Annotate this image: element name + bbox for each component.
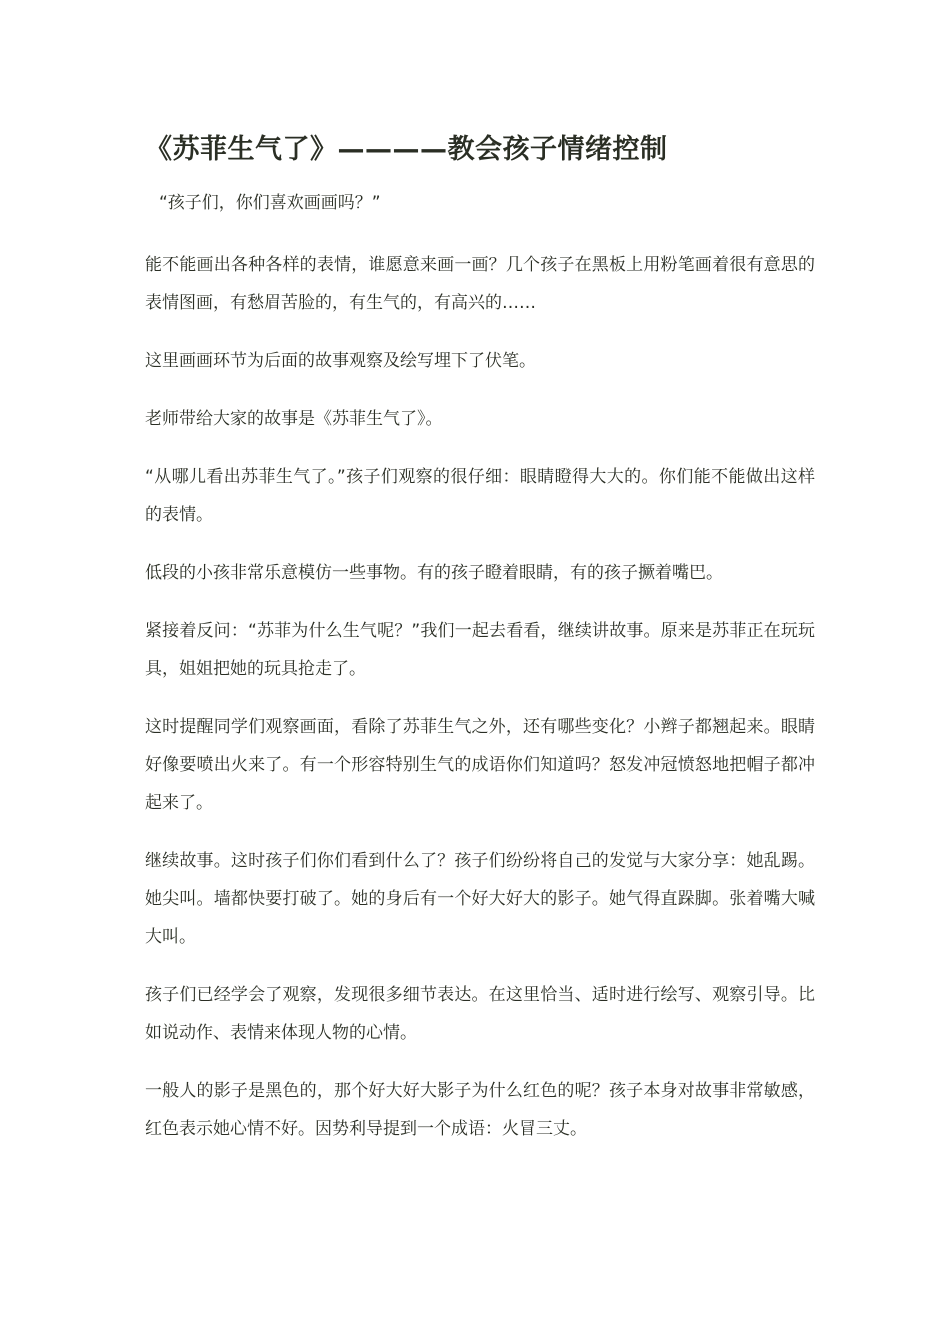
paragraph-3: 这里画画环节为后面的故事观察及绘写埋下了伏笔。: [145, 351, 536, 371]
paragraph-2: 能不能画出各种各样的表情，谁愿意来画一画？几个孩子在黑板上用粉笔画着很有意思的表情图画，有愁眉苦脸的，有生气的，有高兴的……: [145, 255, 815, 313]
paragraph-6: 低段的小孩非常乐意模仿一些事物。有的孩子瞪着眼睛，有的孩子撅着嘴巴。: [145, 563, 723, 583]
document-title: 《苏菲生气了》————教会孩子情绪控制: [145, 134, 668, 165]
document-page: [145, 130, 815, 1168]
paragraph-10: 孩子们已经学会了观察，发现很多细节表达。在这里恰当、适时进行绘写、观察引导。比如说动作、表情来体现人物的心情。: [145, 985, 815, 1043]
paragraph-4: 老师带给大家的故事是《苏菲生气了》。: [145, 409, 443, 429]
paragraph-5: “从哪儿看出苏菲生气了。”孩子们观察的很仔细：眼睛瞪得大大的。你们能不能做出这样的表情。: [145, 467, 815, 525]
paragraph-7: 紧接着反问：“苏菲为什么生气呢？”我们一起去看看，继续讲故事。原来是苏菲正在玩玩具，姐姐把她的玩具抢走了。: [145, 621, 815, 679]
paragraph-8: 这时提醒同学们观察画面，看除了苏菲生气之外，还有哪些变化？小辫子都翘起来。眼睛好像要喷出火来了。有一个形容特别生气的成语你们知道吗？怒发冲冠愤怒地把帽子都冲起来了。: [145, 717, 815, 813]
paragraph-9: 继续故事。这时孩子们你们看到什么了？孩子们纷纷将自己的发觉与大家分享：她乱踢。她尖叫。墙都快要打破了。她的身后有一个好大好大的影子。她气得直跺脚。张着嘴大喊大叫。: [145, 851, 815, 947]
paragraph-1: “孩子们，你们喜欢画画吗？”: [159, 193, 381, 213]
paragraph-11: 一般人的影子是黑色的，那个好大好大影子为什么红色的呢？孩子本身对故事非常敏感，红色表示她心情不好。因势利导提到一个成语：火冒三丈。: [145, 1081, 815, 1139]
